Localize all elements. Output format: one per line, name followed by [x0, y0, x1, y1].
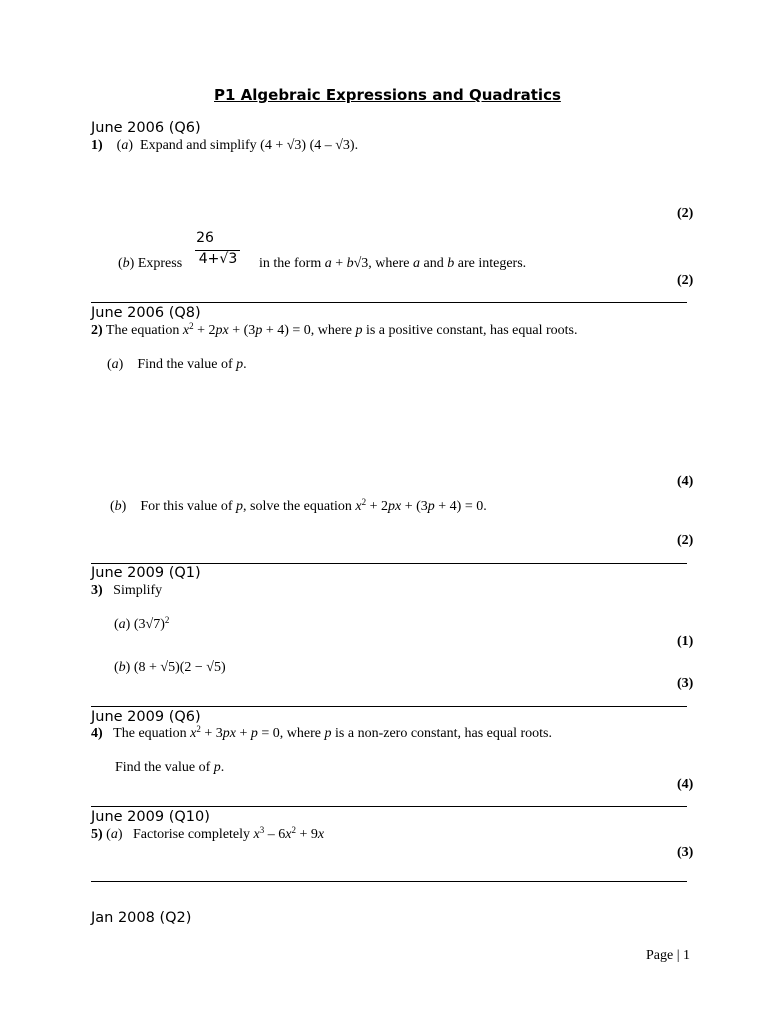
question-2	[91, 323, 578, 339]
var-p: p	[213, 760, 221, 775]
part-label: a	[111, 357, 119, 372]
text-run: + 2	[366, 499, 388, 514]
question-4	[91, 726, 552, 742]
text-run: + 4) = 0, where	[262, 323, 356, 338]
var-p: p	[388, 499, 395, 514]
section-header: Jan 2008 (Q2)	[91, 910, 192, 926]
var-x: x	[182, 323, 190, 338]
text-run: .	[220, 760, 225, 775]
divider	[91, 881, 687, 882]
divider	[91, 302, 687, 303]
text-run: + 3	[200, 726, 223, 741]
question-3a: (a) $(3√7)^2$	[114, 615, 170, 632]
exponent: 2	[189, 321, 194, 331]
section-header: June 2009 (Q6)	[91, 709, 201, 725]
part-label: a	[110, 827, 118, 842]
section-header: June 2009 (Q10)	[91, 809, 210, 825]
text-run: – 6	[264, 827, 286, 842]
page-footer: Page | 1	[646, 948, 691, 963]
text-run: Find the value of	[137, 357, 237, 372]
divider	[91, 706, 687, 707]
var-x: x	[317, 827, 325, 842]
document-title: P1 Algebraic Expressions and Quadratics	[214, 86, 561, 104]
text-run: are integers.	[454, 256, 527, 271]
var-p: p	[222, 726, 230, 741]
var-b: b	[346, 256, 354, 271]
part-label: a	[118, 617, 126, 632]
marks: (4)	[677, 474, 694, 489]
text-run: Factorise completely	[133, 827, 254, 842]
var-x: x	[253, 827, 260, 842]
question-number: 5)	[91, 827, 103, 842]
question-text: Express	[137, 256, 183, 271]
marks: (4)	[677, 777, 694, 792]
question-3	[91, 583, 162, 599]
text-run: +	[331, 256, 347, 271]
question-3b: (b) (8 + √5)(2 − √5)	[114, 660, 226, 675]
text-run: = 0, where	[257, 726, 325, 741]
part-label: a	[121, 138, 129, 153]
var-p: p	[236, 357, 244, 372]
section-header: June 2006 (Q8)	[91, 305, 201, 321]
var-p: p	[255, 323, 263, 338]
text-run: For this value of	[140, 499, 236, 514]
question-1a: 1) (a) Expand and simplify (4 + √3) (4 – √3).	[91, 138, 359, 153]
divider	[91, 806, 687, 807]
divider	[91, 563, 687, 564]
text-run: .	[243, 357, 247, 372]
question-1b-text	[259, 256, 526, 272]
marks: (2)	[677, 533, 694, 548]
text-run: The equation	[102, 323, 183, 338]
exponent: 2	[361, 497, 367, 507]
var-p: p	[250, 726, 258, 741]
text-run: √3, where	[353, 256, 414, 271]
section-header: June 2006 (Q6)	[91, 120, 201, 136]
question-text: Expand and simplify (4 + √3) (4 – √3).	[140, 138, 359, 153]
text-run: (3√7)	[130, 617, 165, 632]
text-run: The equation	[113, 726, 191, 741]
question-2a: (a) Find the value of p.	[107, 357, 247, 372]
text-run: +	[236, 726, 251, 741]
text-run: + 9	[295, 827, 318, 842]
marks: (2)	[677, 206, 694, 221]
question-4-find	[115, 760, 224, 776]
var-x: x	[355, 499, 362, 514]
text-run: is a positive constant, has equal roots.	[362, 323, 578, 338]
var-x: x	[222, 323, 229, 338]
question-2b: (b) For this value of p, solve the equation $x^2 + 2px + (3p + 4) = 0$.	[110, 497, 487, 514]
marks: (3)	[677, 845, 694, 860]
var-x: x	[229, 726, 236, 741]
question-number: 4)	[91, 726, 103, 741]
question-5a: 5) (a) Factorise completely $x^3 - 6x^2 + 9x$	[91, 825, 325, 842]
text-run: is a non-zero constant, has equal roots.	[331, 726, 552, 741]
question-1b-prefix: (b) Express	[118, 256, 183, 271]
text-run: + (3	[401, 499, 428, 514]
exponent: 2	[164, 615, 170, 625]
var-p: p	[427, 499, 435, 514]
var-p: p	[324, 726, 332, 741]
marks: (1)	[677, 634, 694, 649]
var-p: p	[355, 323, 363, 338]
text-run: and	[420, 256, 448, 271]
text-run: + (3	[228, 323, 256, 338]
part-label: b	[118, 660, 126, 675]
part-label: b	[122, 256, 130, 271]
fraction-numerator: 26	[196, 230, 214, 246]
fraction-denominator: 4+√3	[198, 251, 238, 267]
var-a: a	[324, 256, 332, 271]
part-label: b	[114, 499, 122, 514]
text-run: + 2	[193, 323, 216, 338]
question-number: 1)	[91, 138, 103, 153]
text-run: in the form	[259, 256, 325, 271]
exponent: 3	[259, 825, 265, 835]
marks: (2)	[677, 273, 694, 288]
var-b: b	[447, 256, 455, 271]
question-number: 2)	[91, 323, 103, 338]
question-number: 3)	[91, 583, 103, 598]
exponent: 2	[196, 724, 201, 734]
var-x: x	[285, 827, 292, 842]
section-header: June 2009 (Q1)	[91, 565, 201, 581]
marks: (3)	[677, 676, 694, 691]
text-run: Simplify	[113, 583, 163, 598]
var-p: p	[215, 323, 223, 338]
var-x: x	[395, 499, 402, 514]
text-run: Find the value of	[115, 760, 214, 775]
var-p: p	[236, 499, 243, 514]
exponent: 2	[291, 825, 296, 835]
text-run: , solve the equation	[243, 499, 356, 514]
var-x: x	[190, 726, 197, 741]
var-a: a	[413, 256, 421, 271]
text-run: + 4) = 0.	[434, 499, 487, 514]
text-run: (8 + √5)(2 − √5)	[130, 660, 226, 675]
